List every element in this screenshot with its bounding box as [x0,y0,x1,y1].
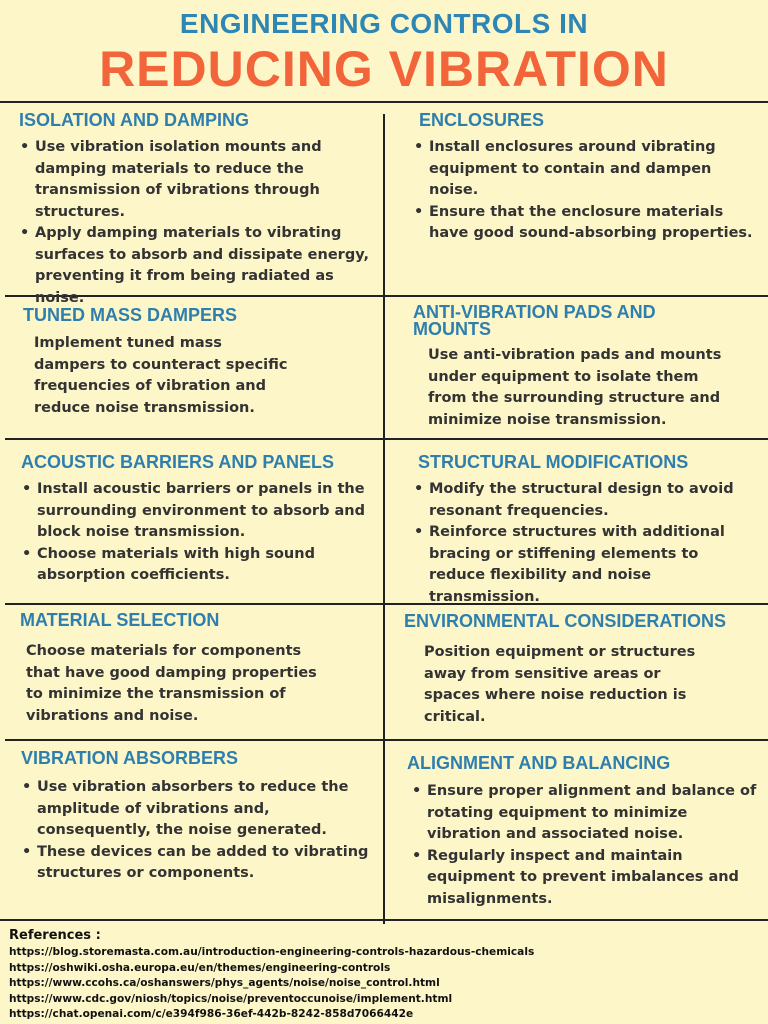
list-item: • Ensure that the enclosure materials have good sound-absorbing properties. [413,202,753,245]
reference-link[interactable]: https://blog.storemasta.com.au/introduction-engineering-controls-hazardous-chemicals [9,946,535,958]
section-title: ACOUSTIC BARRIERS AND PANELS [21,452,335,472]
section-material-selection [20,612,377,727]
reference-link[interactable]: https://oshwiki.osha.europa.eu/en/themes/engineering-controls [9,961,391,974]
section-title: TUNED MASS DAMPERS [23,305,238,325]
section-vibration-absorbers [21,750,377,885]
section-title: VIBRATION ABSORBERS [21,748,239,768]
list-item: • Install enclosures around vibrating equipment to contain and dampen noise. [413,137,753,202]
header-title: REDUCING VIBRATION [99,41,669,97]
section-title: ANTI-VIBRATION PADS AND MOUNTS [413,302,656,339]
section-text: Choose materials for components that have good damping properties to minimize the transmission of vibrations and noise. [26,643,317,724]
divider-top [0,101,768,103]
header-subtitle: ENGINEERING CONTROLS IN [179,8,589,39]
list-item: • Use vibration absorbers to reduce the amplitude of vibrations and, consequently, the noise generated. [21,777,377,842]
section-tuned-mass-dampers [23,307,377,419]
reference-link[interactable]: https://www.cdc.gov/niosh/topics/noise/preventoccunoise/implement.html [9,992,453,1005]
section-environmental-considerations [404,613,766,728]
references-title: References : [9,928,101,943]
section-title: ENVIRONMENTAL CONSIDERATIONS [404,611,727,631]
divider-row-4 [5,739,768,741]
references [9,928,764,1023]
reference-link[interactable]: https://chat.openai.com/c/e394f986-36ef-442b-8242-858d7066442e [9,1008,414,1021]
section-structural-modifications [413,454,758,608]
list-item: • These devices can be added to vibrating structures or components. [21,842,377,885]
section-title: MATERIAL SELECTION [20,610,220,630]
section-anti-vibration-pads [413,304,743,431]
divider-row-2 [5,438,768,440]
list-item: • Regularly inspect and maintain equipment to prevent imbalances and misalignments. [411,846,757,911]
list-item: • Choose materials with high sound absorption coefficients. [21,544,377,587]
list-item: • Ensure proper alignment and balance of rotating equipment to minimize vibration and associated noise. [411,781,757,846]
header [0,0,768,100]
list-item: • Use vibration isolation mounts and damping materials to reduce the transmission of vibrations through structures. [19,137,377,223]
section-isolation-damping [19,112,377,309]
list-item: • Reinforce structures with additional bracing or stiffening elements to reduce flexibility and noise transmission. [413,522,758,608]
section-text: Use anti-vibration pads and mounts under equipment to isolate them from the surrounding structure and minimize noise transmission. [428,347,722,428]
section-title: ENCLOSURES [419,110,545,130]
section-acoustic-barriers [21,454,377,587]
section-enclosures [413,112,753,245]
list-item: • Modify the structural design to avoid resonant frequencies. [413,479,758,522]
section-text: Implement tuned mass dampers to counteract specific frequencies of vibration and reduce noise transmission. [34,335,288,416]
divider-column [383,114,385,924]
section-title: STRUCTURAL MODIFICATIONS [418,452,689,472]
section-title: ALIGNMENT AND BALANCING [407,753,671,773]
list-item: • Install acoustic barriers or panels in the surrounding environment to absorb and block noise transmission. [21,479,377,544]
reference-link[interactable]: https://www.ccohs.ca/oshanswers/phys_agents/noise/noise_control.html [9,977,440,990]
list-item: • Apply damping materials to vibrating surfaces to absorb and dissipate energy, preventing it from being radiated as noise. [19,223,377,309]
section-alignment-balancing [407,755,757,910]
section-title: ISOLATION AND DAMPING [19,110,249,130]
section-text: Position equipment or structures away from sensitive areas or spaces where noise reduction is critical. [424,644,696,725]
